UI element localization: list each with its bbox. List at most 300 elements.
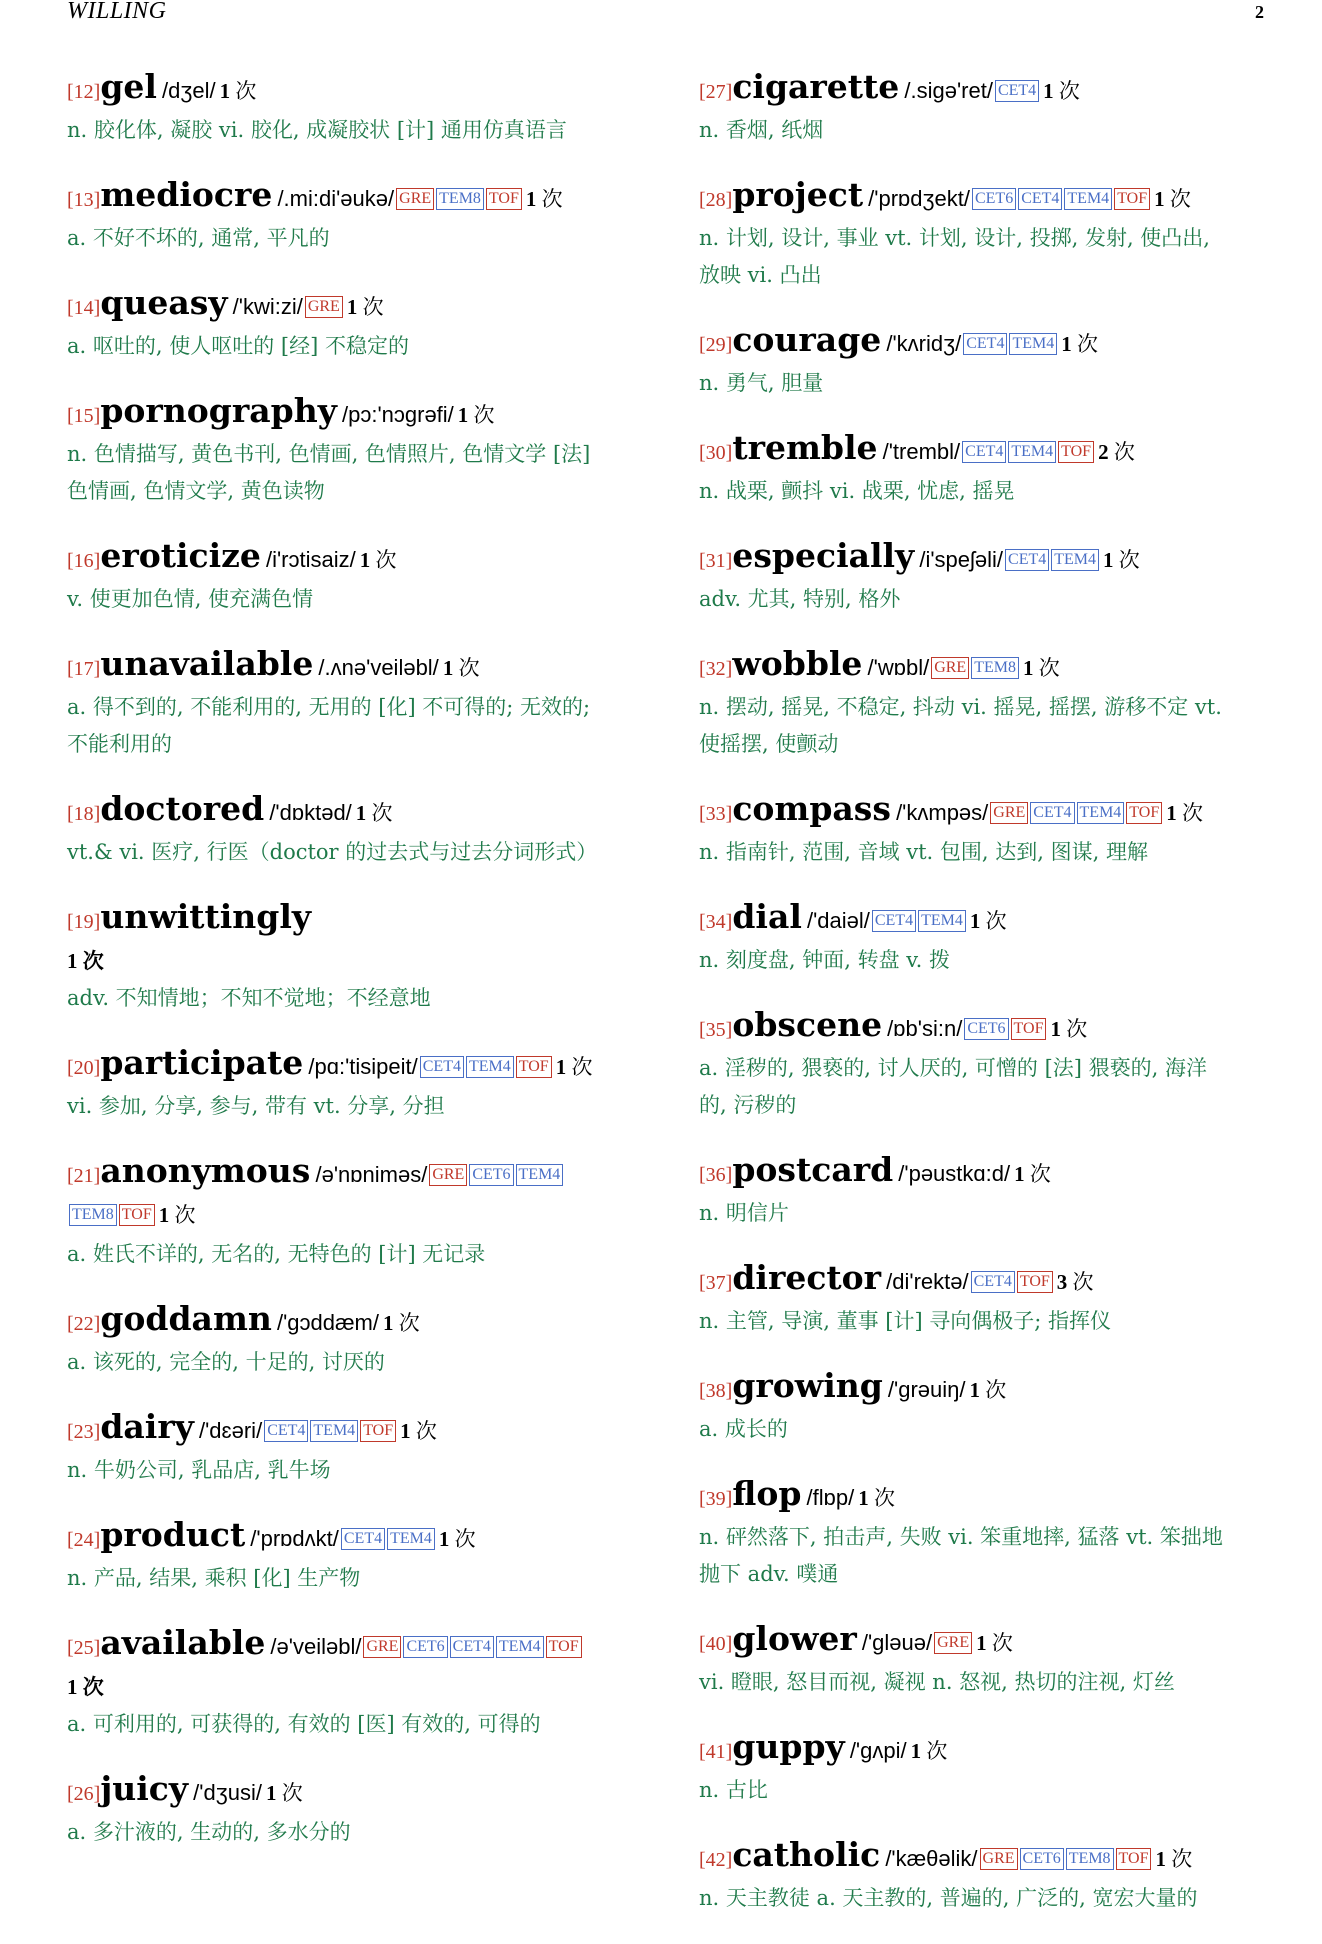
occurrence-count	[360, 548, 397, 572]
level-tag: CET4	[872, 910, 916, 932]
entry-head	[67, 1516, 637, 1560]
entry-index: [41]	[699, 1741, 733, 1763]
count-number: 1	[359, 548, 371, 572]
level-tag: GRE	[931, 657, 969, 679]
level-tag: CET4	[995, 80, 1039, 102]
count-number: 1	[1061, 332, 1072, 356]
count-unit: 次	[454, 1527, 476, 1551]
count-unit: 次	[473, 403, 495, 427]
definition-line: n. 胶化体, 凝胶 vi. 胶化, 成凝胶状 [计] 通用仿真语言	[67, 118, 567, 142]
count-number: 1	[525, 187, 537, 211]
phonetic: /pɑ:'tisipeit/	[308, 1054, 418, 1079]
occurrence-count	[556, 1055, 593, 1079]
count-unit: 次	[541, 187, 563, 211]
page-title: WILLING	[67, 0, 167, 24]
entry-index: [42]	[699, 1849, 733, 1871]
word-entry	[67, 790, 637, 871]
definition-line: n. 明信片	[699, 1201, 789, 1225]
definition-line: vi. 参加, 分享, 参与, 带有 vt. 分享, 分担	[67, 1094, 445, 1118]
entry-head	[699, 1620, 1274, 1664]
entry-head	[699, 176, 1274, 220]
level-tag: TEM4	[387, 1528, 435, 1550]
count-number: 1	[382, 1311, 394, 1335]
word-entry	[67, 898, 637, 1017]
entry-index: [17]	[67, 658, 101, 680]
count-number: 1	[457, 403, 469, 427]
occurrence-count	[266, 1781, 303, 1805]
level-tag: TOF	[360, 1420, 396, 1442]
word-entry	[699, 1475, 1274, 1593]
phonetic: /'prɒdʒekt/	[868, 186, 970, 211]
entry-index: [27]	[699, 81, 733, 103]
level-tag: CET4	[1005, 549, 1049, 571]
headword: queasy	[100, 283, 228, 322]
occurrence-count	[1061, 332, 1098, 356]
word-entry	[67, 176, 637, 257]
definition-line: n. 天主教徒 a. 天主教的, 普遍的, 广泛的, 宽宏大量的	[699, 1886, 1198, 1910]
word-entry	[699, 537, 1274, 618]
level-tag: TOF	[1017, 1271, 1053, 1293]
entry-index: [19]	[67, 911, 101, 933]
definition-line: a. 得不到的, 不能利用的, 无用的 [化] 不可得的; 无效的;	[67, 695, 591, 719]
entry-index: [38]	[699, 1380, 733, 1402]
word-entry	[67, 284, 637, 365]
entry-head	[699, 429, 1274, 473]
phonetic: /i'rɔtisaiz/	[265, 547, 356, 572]
count-unit: 次	[1029, 1162, 1051, 1186]
level-tag: TEM4	[516, 1164, 564, 1186]
word-entry	[699, 1728, 1274, 1809]
headword: guppy	[732, 1727, 845, 1766]
occurrence-count	[970, 1378, 1007, 1402]
level-tag: TEM8	[971, 657, 1019, 679]
entry-head	[699, 321, 1274, 365]
headword: dial	[732, 897, 802, 936]
word-entry	[699, 1836, 1274, 1917]
level-tag: TEM4	[1051, 549, 1099, 571]
headword: especially	[732, 536, 915, 575]
entry-head	[67, 1770, 637, 1814]
level-tag: TEM4	[310, 1420, 358, 1442]
level-tag: GRE	[990, 802, 1028, 824]
entry-index: [34]	[699, 911, 733, 933]
count-unit: 次	[1038, 656, 1060, 680]
entry-head	[67, 392, 637, 436]
entry-head	[67, 790, 637, 834]
count-number: 3	[1056, 1270, 1068, 1294]
count-number: 1	[1050, 1017, 1061, 1041]
right-column	[699, 68, 1274, 1944]
definition-line: adv. 尤其, 特别, 格外	[699, 587, 901, 611]
word-entry	[67, 1300, 637, 1381]
entry-head	[699, 1728, 1274, 1772]
level-tag: TEM8	[436, 188, 484, 210]
definition-line: 放映 vi. 凸出	[699, 263, 822, 287]
phonetic: /.mi:di'əukə/	[277, 186, 395, 211]
level-tag: CET4	[420, 1056, 464, 1078]
headword: glower	[732, 1619, 857, 1658]
count-unit: 次	[1076, 332, 1098, 356]
entry-head	[699, 537, 1274, 581]
phonetic: /'wɒbl/	[867, 655, 930, 680]
definition-line: a. 淫秽的, 猥亵的, 讨人厌的, 可憎的 [法] 猥亵的, 海洋	[699, 1056, 1208, 1080]
phonetic: /'dɛəri/	[198, 1418, 263, 1443]
word-entry	[67, 1516, 637, 1597]
level-tag: GRE	[363, 1636, 401, 1658]
headword: growing	[732, 1366, 883, 1405]
level-tag: TOF	[1058, 441, 1094, 463]
definition-line: a. 可利用的, 可获得的, 有效的 [医] 有效的, 可得的	[67, 1712, 541, 1736]
occurrence-count	[356, 801, 393, 825]
count-unit: 次	[1169, 187, 1191, 211]
occurrence-count	[400, 1419, 437, 1443]
occurrence-count	[970, 909, 1007, 933]
entry-index: [26]	[67, 1783, 101, 1805]
word-entry	[699, 321, 1274, 402]
entry-head	[67, 645, 637, 689]
level-tag: GRE	[396, 188, 434, 210]
count-unit: 次	[362, 295, 384, 319]
count-unit: 次	[415, 1419, 437, 1443]
entry-head	[699, 898, 1274, 942]
entry-head	[699, 1259, 1274, 1303]
count-unit: 次	[991, 1631, 1013, 1655]
count-number: 1	[1154, 187, 1165, 211]
entry-index: [14]	[67, 297, 101, 319]
word-entry	[67, 1408, 637, 1489]
entry-head	[699, 1367, 1274, 1411]
entry-index: [39]	[699, 1488, 733, 1510]
headword: project	[732, 175, 864, 214]
occurrence-count	[1103, 548, 1140, 572]
definition-line: n. 香烟, 纸烟	[699, 118, 824, 142]
count-unit: 次	[235, 79, 257, 103]
word-entry	[67, 645, 637, 763]
occurrence-count	[976, 1631, 1013, 1655]
phonetic: /.sigə'ret/	[904, 78, 993, 103]
definition-line: adv. 不知情地；不知不觉地；不经意地	[67, 986, 431, 1010]
count-number: 1	[969, 909, 981, 933]
count-number: 1	[219, 79, 231, 103]
word-entry	[699, 1006, 1274, 1124]
entry-index: [28]	[699, 189, 733, 211]
count-number: 1	[910, 1739, 922, 1763]
level-tag: CET4	[962, 441, 1006, 463]
definition-line: n. 战栗, 颤抖 vi. 战栗, 忧虑, 摇晃	[699, 479, 1015, 503]
count-number: 1	[158, 1203, 170, 1227]
level-tag: GRE	[429, 1164, 467, 1186]
definition-line: 使摇摆, 使颤动	[699, 732, 839, 756]
headword: pornography	[100, 391, 337, 430]
count-unit: 次	[371, 801, 393, 825]
entry-head	[67, 537, 637, 581]
definition-line: 的, 污秽的	[699, 1093, 797, 1117]
headword: anonymous	[100, 1151, 311, 1190]
entry-index: [23]	[67, 1421, 101, 1443]
level-tag: TOF	[1126, 802, 1162, 824]
occurrence-count	[1014, 1162, 1051, 1186]
count-number: 1	[1166, 801, 1177, 825]
definition-line: a. 呕吐的, 使人呕吐的 [经] 不稳定的	[67, 334, 409, 358]
level-tag: CET4	[450, 1636, 494, 1658]
count-number: 1	[1103, 548, 1114, 572]
entry-head-wrap	[67, 1196, 637, 1236]
phonetic: /'gləuə/	[861, 1630, 933, 1655]
entry-index: [33]	[699, 803, 733, 825]
count-unit: 次	[398, 1311, 420, 1335]
occurrence-count	[1154, 187, 1191, 211]
entry-head	[699, 68, 1274, 112]
phonetic: /'dɒktəd/	[269, 800, 352, 825]
occurrence-count	[1050, 1017, 1087, 1041]
headword: flop	[732, 1474, 802, 1513]
occurrence-count	[443, 656, 480, 680]
word-entry	[699, 898, 1274, 979]
entry-index: [18]	[67, 803, 101, 825]
headword: compass	[732, 789, 891, 828]
occurrence-count	[1043, 79, 1080, 103]
entry-head	[699, 1151, 1274, 1195]
count-unit: 次	[281, 1781, 303, 1805]
definition-line: a. 该死的, 完全的, 十足的, 讨厌的	[67, 1350, 385, 1374]
level-tag: TEM4	[1009, 333, 1057, 355]
word-entry	[699, 429, 1274, 510]
entry-index: [12]	[67, 81, 101, 103]
definition-line: v. 使更加色情, 使充满色情	[67, 587, 314, 611]
level-tag: CET6	[469, 1164, 513, 1186]
count-unit: 次	[873, 1486, 895, 1510]
page-number: 2	[1255, 2, 1264, 22]
phonetic: /'prɒdʌkt/	[250, 1526, 339, 1551]
definition-line: n. 勇气, 胆量	[699, 371, 824, 395]
count-unit: 次	[985, 909, 1007, 933]
level-tag: CET4	[963, 333, 1007, 355]
entry-index: [31]	[699, 550, 733, 572]
word-entry	[67, 68, 637, 149]
word-entry	[699, 1620, 1274, 1701]
headword: dairy	[100, 1407, 194, 1446]
phonetic: /.ʌnə'veiləbl/	[318, 655, 439, 680]
entry-head	[699, 1006, 1274, 1050]
phonetic: /'gʌpi/	[849, 1738, 907, 1763]
phonetic: /'grəuiŋ/	[887, 1377, 966, 1402]
occurrence-count	[458, 403, 495, 427]
occurrence-count	[383, 1311, 420, 1335]
occurrence-count: 1 次	[67, 949, 104, 973]
count-unit: 次	[1058, 79, 1080, 103]
entry-head	[67, 1300, 637, 1344]
count-number: 1	[1014, 1162, 1025, 1186]
phonetic: /'kʌmpəs/	[896, 800, 989, 825]
definition-line: vi. 瞪眼, 怒目而视, 凝视 n. 怒视, 热切的注视, 灯丝	[699, 1670, 1175, 1694]
count-number: 1	[400, 1419, 411, 1443]
level-tag: GRE	[980, 1848, 1018, 1870]
phonetic: /'gɔddæm/	[276, 1310, 379, 1335]
definition-line: a. 不好不坏的, 通常, 平凡的	[67, 226, 330, 250]
count-number: 1	[1022, 656, 1034, 680]
phonetic: /'pəustkɑ:d/	[898, 1161, 1011, 1186]
occurrence-count: 1 次	[67, 1675, 104, 1699]
headword: gel	[100, 67, 157, 106]
word-entry	[67, 1770, 637, 1851]
word-entry	[67, 392, 637, 510]
headword: eroticize	[100, 536, 261, 575]
level-tag: TEM4	[496, 1636, 544, 1658]
headword: cigarette	[732, 67, 900, 106]
phonetic: /'kwi:zi/	[232, 294, 303, 319]
occurrence-count	[1155, 1847, 1192, 1871]
level-tag: TEM4	[1008, 441, 1056, 463]
occurrence-count	[347, 295, 384, 319]
entry-index: [32]	[699, 658, 733, 680]
definition-line: n. 牛奶公司, 乳品店, 乳牛场	[67, 1458, 331, 1482]
definition-line: n. 刻度盘, 钟面, 转盘 v. 拨	[699, 948, 950, 972]
level-tag: TOF	[1116, 1848, 1152, 1870]
headword: doctored	[100, 789, 265, 828]
phonetic: /di'rektə/	[886, 1269, 969, 1294]
definition-line: a. 成长的	[699, 1417, 788, 1441]
count-unit: 次	[1118, 548, 1140, 572]
phonetic: /i'speʃəli/	[919, 547, 1004, 572]
phonetic: /flɒp/	[806, 1485, 855, 1510]
entry-head	[699, 1475, 1274, 1519]
count-number: 1	[438, 1527, 450, 1551]
entry-head	[67, 284, 637, 328]
count-unit: 次	[458, 656, 480, 680]
entry-head	[67, 176, 637, 220]
definition-line: a. 多汁液的, 生动的, 多水分的	[67, 1820, 351, 1844]
definition-line: n. 主管, 导演, 董事 [计] 寻向偶极子; 指挥仪	[699, 1309, 1112, 1333]
level-tag: CET6	[964, 1018, 1008, 1040]
occurrence-count	[159, 1203, 196, 1227]
entry-index: [37]	[699, 1272, 733, 1294]
count-number: 1	[976, 1631, 987, 1655]
word-entry	[699, 68, 1274, 149]
count-number: 1	[355, 801, 367, 825]
entry-head	[67, 68, 637, 112]
phonetic: /'daiəl/	[806, 908, 870, 933]
phonetic: /ə'nɒniməs/	[315, 1162, 428, 1187]
occurrence-count	[858, 1486, 895, 1510]
count-unit: 次	[926, 1739, 948, 1763]
occurrence-count	[526, 187, 563, 211]
level-tag: TOF	[516, 1056, 552, 1078]
level-tag: CET4	[1018, 188, 1062, 210]
definition-line: n. 指南针, 范围, 音域 vt. 包围, 达到, 图谋, 理解	[699, 840, 1148, 864]
phonetic: /dʒel/	[162, 78, 216, 103]
left-column	[67, 68, 637, 1878]
phonetic: /ə'veiləbl/	[270, 1634, 362, 1659]
level-tag: CET6	[1020, 1848, 1064, 1870]
count-unit: 次	[985, 1378, 1007, 1402]
level-tag: CET6	[403, 1636, 447, 1658]
definition-line: 抛下 adv. 噗通	[699, 1562, 839, 1586]
occurrence-count	[1098, 440, 1135, 464]
word-entry	[699, 176, 1274, 294]
headword: product	[100, 1515, 246, 1554]
headword: director	[732, 1258, 882, 1297]
headword: postcard	[732, 1150, 894, 1189]
count-number: 1	[265, 1781, 277, 1805]
occurrence-count	[1023, 656, 1060, 680]
entry-index: [35]	[699, 1019, 733, 1041]
level-tag: CET4	[264, 1420, 308, 1442]
level-tag: TEM4	[1064, 188, 1112, 210]
entry-index: [29]	[699, 334, 733, 356]
level-tag: TOF	[546, 1636, 582, 1658]
entry-index: [13]	[67, 189, 101, 211]
count-unit: 次	[571, 1055, 593, 1079]
level-tag: GRE	[305, 296, 343, 318]
count-number: 1	[1155, 1847, 1166, 1871]
occurrence-count	[439, 1527, 476, 1551]
level-tag: CET4	[341, 1528, 385, 1550]
count-number: 1	[1043, 79, 1054, 103]
entry-index: [22]	[67, 1313, 101, 1335]
headword: wobble	[732, 644, 863, 683]
headword: unavailable	[100, 644, 314, 683]
word-entry	[699, 1259, 1274, 1340]
headword: courage	[732, 320, 882, 359]
definition-line: n. 色情描写, 黄色书刊, 色情画, 色情照片, 色情文学 [法]	[67, 442, 591, 466]
word-entry	[699, 790, 1274, 871]
level-tag: TOF	[486, 188, 522, 210]
entry-head	[699, 645, 1274, 689]
word-entry	[699, 1151, 1274, 1232]
phonetic: /pɔ:'nɔgrəfi/	[341, 402, 454, 427]
page-header	[67, 0, 1264, 30]
count-unit: 次	[1171, 1847, 1193, 1871]
count-number: 2	[1098, 440, 1109, 464]
headword: available	[100, 1623, 266, 1662]
phonetic: /'kʌridʒ/	[886, 331, 962, 356]
word-entry	[67, 1044, 637, 1125]
occurrence-count	[911, 1739, 948, 1763]
phonetic: /'kæθəlik/	[885, 1846, 978, 1871]
count-unit: 次	[1066, 1017, 1088, 1041]
headword: participate	[100, 1043, 304, 1082]
phonetic: /'trembl/	[882, 439, 961, 464]
count-number: 1	[442, 656, 454, 680]
level-tag: TEM4	[466, 1056, 514, 1078]
level-tag: GRE	[934, 1632, 972, 1654]
word-entry	[699, 1367, 1274, 1448]
entry-head	[67, 1624, 637, 1668]
level-tag: TEM8	[69, 1204, 117, 1226]
level-tag: TEM4	[1077, 802, 1125, 824]
word-entry	[67, 1152, 637, 1273]
word-entry	[699, 645, 1274, 763]
count-unit: 次	[174, 1203, 196, 1227]
entry-index: [36]	[699, 1164, 733, 1186]
entry-index: [16]	[67, 550, 101, 572]
level-tag: TOF	[1011, 1018, 1047, 1040]
level-tag: CET6	[972, 188, 1016, 210]
definition-line: a. 姓氏不详的, 无名的, 无特色的 [计] 无记录	[67, 1242, 486, 1266]
level-tag: TEM8	[1066, 1848, 1114, 1870]
entry-head	[67, 1044, 637, 1088]
level-tag: CET4	[971, 1271, 1015, 1293]
count-unit: 次	[1181, 801, 1203, 825]
entry-head	[699, 790, 1274, 834]
headword: obscene	[732, 1005, 883, 1044]
entry-index: [40]	[699, 1633, 733, 1655]
count-number: 1	[969, 1378, 980, 1402]
headword: catholic	[732, 1835, 881, 1874]
definition-line: 色情画, 色情文学, 黄色读物	[67, 479, 325, 503]
headword: mediocre	[100, 175, 273, 214]
definition-line: n. 产品, 结果, 乘积 [化] 生产物	[67, 1566, 361, 1590]
